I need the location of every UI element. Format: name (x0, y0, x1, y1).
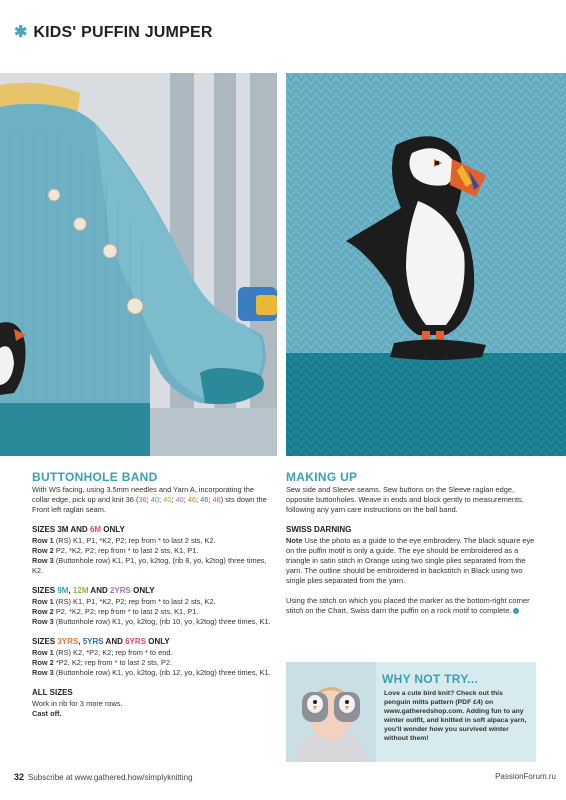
asterisk-icon: ✱ (14, 24, 28, 41)
swiss-instruction: Using the stitch on which you placed the marker as the bottom-right corner stitch on the Chart, Swiss darn the puffin on a rock motif to complete. (286, 596, 530, 615)
cast-off-line: Cast off. (32, 709, 62, 718)
puffin-swatch-photo (286, 73, 566, 456)
right-column (286, 470, 536, 616)
sizes-3m-6m-heading: SIZES 3M AND 6M ONLY (32, 525, 125, 534)
row-instruction: Row 3 (Buttonhole row) K1, yo, k2tog, (rib 12, yo, k2tog) three times, K1. (32, 668, 271, 677)
size-value: 40 (175, 495, 184, 504)
why-not-try-text: Love a cute bird knit? Check out this penguin mitts pattern (PDF £4) on www.gatheredshop.com. Adding fun to any winter outfit, and knitted in soft alpaca yarn, you'll wonder how you survived winter without them! (384, 690, 527, 742)
end-mark-icon (513, 608, 519, 614)
row-instruction: Row 1 (RS) K2, *P2, K2; rep from * to end. (32, 648, 173, 657)
row-instruction: Row 2 P2, *K2, P2; rep from * to last 2 sts, K1, P1. (32, 546, 199, 555)
sizes-9m-2yrs-heading: SIZES 9M, 12M AND 2YRS ONLY (32, 586, 155, 595)
watermark: PassionForum.ru (495, 772, 556, 781)
why-not-try-box (286, 662, 536, 762)
row-instruction: Row 1 (RS) K1, P1, *K2, P2; rep from * to last 2 sts, K2. (32, 536, 216, 545)
making-up-text: Sew side and Sleeve seams. Sew buttons on the Sleeve raglan edge, opposite buttonholes. Weave in ends and block gently to measurements, following any yarn care instructions on the ball band. (286, 485, 524, 514)
subscribe-link[interactable]: Subscribe at www.gathered.how/simplyknitting (28, 772, 193, 782)
size-value: 36 (138, 495, 147, 504)
buttonhole-intro: With WS facing, using 3.5mm needles and Yarn A, incorporating the collar edge, pick up and knit 36 (36; 40; 40; 40; 46; 46; 46) sts down the Front left raglan seam. (32, 485, 267, 514)
intro-text: ) sts down the Front left raglan seam. (32, 495, 267, 514)
jumper-photo (0, 73, 277, 456)
size-value: 46 (200, 495, 209, 504)
buttonhole-heading: BUTTONHOLE BAND (32, 470, 158, 484)
swiss-note: Note Use the photo as a guide to the eye embroidery. The black square eye on the puffin motif is only a guide. The eye should be embroidered as a triangle in satin stitch in Orange using two single plies separated from the yarn. The outline should be embroidered in backstitch in Black using two single plies separated from the yarn. (286, 536, 535, 585)
all-sizes-line: Work in rib for 3 more rows. (32, 699, 123, 708)
row-instruction: Row 1 (RS) K1, P1, *K2, P2; rep from * to last 2 sts, K2. (32, 597, 216, 606)
size-value: 46 (212, 495, 221, 504)
row-instruction: Row 3 (Buttonhole row) K1, yo, k2tog, (rib 10, yo, k2tog) three times, K1. (32, 617, 271, 626)
page-header (14, 22, 213, 44)
why-not-try-title: WHY NOT TRY... (382, 672, 479, 686)
size-value: 40 (150, 495, 159, 504)
size-value: 40 (163, 495, 172, 504)
row-instruction: Row 3 (Buttonhole row) K1, P1, yo, k2tog, (rib 8, yo, k2tog) three times, K2. (32, 556, 267, 575)
row-instruction: Row 2 P2, *K2, P2; rep from * to last 2 sts, K1, P1. (32, 607, 199, 616)
sizes-3yrs-6yrs-heading: SIZES 3YRS, 5YRS AND 6YRS ONLY (32, 637, 170, 646)
left-column (32, 470, 272, 719)
making-up-heading: MAKING UP (286, 470, 358, 484)
row-instruction: Row 2 *P2, K2; rep from * to last 2 sts, P2. (32, 658, 173, 667)
page-footer (14, 772, 193, 782)
page-title: KIDS' PUFFIN JUMPER (33, 24, 213, 41)
page-number: 32 (14, 772, 25, 782)
intro-text: With WS facing, using 3.5mm needles and Yarn A, incorporating the collar edge, pick up and knit 36 ( (32, 485, 254, 504)
mitts-photo (286, 662, 376, 762)
size-value: 46 (187, 495, 197, 504)
swiss-darning-heading: SWISS DARNING (286, 525, 352, 534)
all-sizes-heading: ALL SIZES (32, 688, 73, 697)
